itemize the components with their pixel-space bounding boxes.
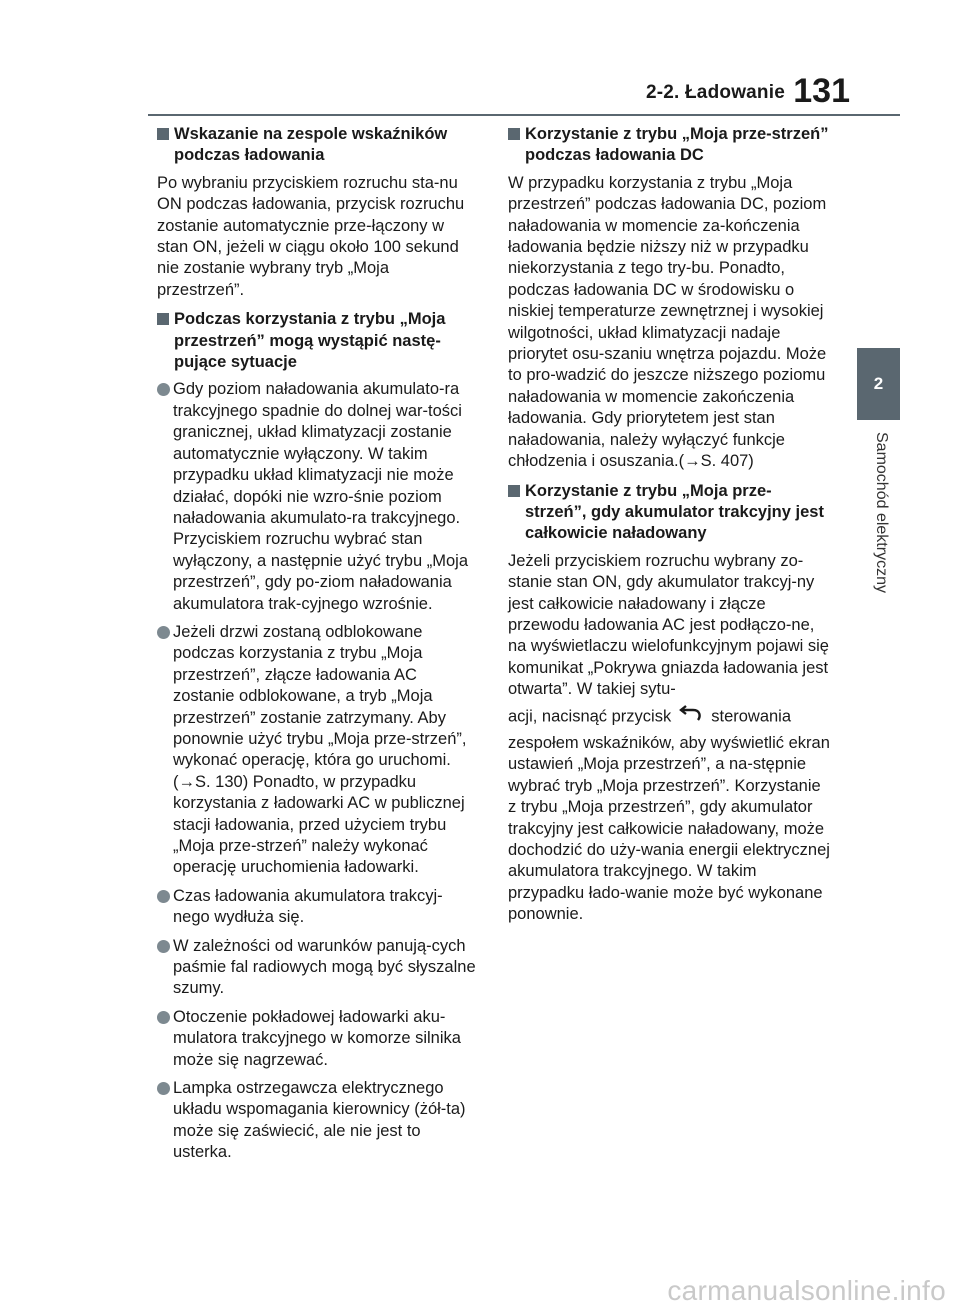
chapter-tab: 2 [857,348,900,420]
list-item: W zależności od warunków panują-cych paśmie fal radiowych mogą być słyszalne szumy. [157,936,479,1000]
square-bullet-icon [157,128,169,140]
left-column [157,124,479,1172]
circle-bullet-icon [157,890,170,903]
right-column [508,124,833,934]
page-header [0,0,960,120]
circle-bullet-icon [157,383,170,396]
square-bullet-icon [508,128,520,140]
section-my-space-situations [157,309,479,1163]
square-bullet-icon [508,485,520,497]
section-fully-charged [508,481,833,926]
section-heading: Podczas korzystania z trybu „Moja przestrzeń” mogą wystąpić nastę-pujące sytuacje [157,309,479,373]
circle-bullet-icon [157,1011,170,1024]
list-item: Czas ładowania akumulatora trakcyj-nego wydłuża się. [157,886,479,929]
paragraph: Po wybraniu przyciskiem rozruchu sta-nu ON podczas ładowania, przycisk rozruchu zostanie automatycznie prze-łączony w stan ON, jeżeli w ciągu około 100 sekund nie zostanie wybrany tryb „Moja przestrzeń”. [157,173,465,299]
list-item: Lampka ostrzegawcza elektrycznego układu wspomagania kierownicy (żół-ta) może się zaświecić, ale nie jest to usterka. [157,1078,479,1164]
circle-bullet-icon [157,626,170,639]
chapter-label-text: Samochód elektryczny [873,432,890,593]
section-cluster-indication [157,124,479,301]
square-bullet-icon [157,313,169,325]
list-item: Otoczenie pokładowej ładowarki aku-mulatora trakcyjnego w komorze silnika może się nagrzewać. [157,1007,479,1071]
section-dc-charging [508,124,833,473]
header-rule [148,114,900,116]
section-heading: Korzystanie z trybu „Moja prze-strzeń”, gdy akumulator trakcyjny jest całkowicie naładowany [508,481,833,545]
section-heading: Korzystanie z trybu „Moja prze-strzeń” podczas ładowania DC [508,124,833,167]
section-title: 2-2. Ładowanie [645,82,785,103]
paragraph: Jeżeli przyciskiem rozruchu wybrany zo-stanie stan ON, gdy akumulator trakcyj-ny jest całkowicie naładowany i złącze przewodu ładowania AC jest podłączo-ne, na wyświetlaczu wielofunkcyjnym pojawi się komunikat „Pokrywa gniazda ładowania jest otwarta”. W takiej sytu- acji, nacisnąć przycisk sterowania zespołem wskaźników, aby wyświetlić ekran ustawień „Moja przestrzeń”, a na-stępnie wybrać tryb „Moja przestrzeń”. Korzystanie z trybu „Moja przestrzeń”, gdy akumulator trakcyjny jest całkowicie naładowany, może dochodzić do uży-wania energii elektrycznej akumulatora trakcyjnego. W takim przypadku łado-wanie może być wykonane ponownie. [508,551,830,924]
chapter-label [868,432,890,642]
paragraph: W przypadku korzystania z trybu „Moja przestrzeń” podczas ładowania DC, poziom naładowania w momencie za-kończenia ładowania będzie niższy niż w przypadku niekorzystania z tego try-bu. Ponadto, podczas ładowania DC w środowisku o niskiej temperaturze zewnętrznej i wysokiej wilgotności, układ klimatyzacji nadaje priorytet osu-szaniu wnętrza pojazdu. Może to pro-wadzić do jeszcze niższego poziomu naładowania w momencie zakończenia ładowania. Gdy priorytetem jest stan naładowania, należy wyłączyć funkcje chłodzenia i osuszania.(→S. 407) [508,173,827,471]
list-item: Jeżeli drzwi zostaną odblokowane podczas korzystania z trybu „Moja przestrzeń”, złącze ładowania AC zostanie odblokowane, a tryb „Moja przestrzeń” zostanie zatrzymany. Aby ponownie użyć trybu „Moja prze-strzeń”, wykonać operację, która go uruchomi. (→S. 130) Ponadto, w przypadku korzystania z ładowarki AC w publicznej stacji ładowania, przed użyciem trybu „Moja prze-strzeń” należy wykonać operację uruchomienia ładowarki. [157,622,479,879]
section-heading: Wskazanie na zespole wskaźników podczas ładowania [157,124,479,167]
back-arrow-icon [677,705,703,729]
circle-bullet-icon [157,940,170,953]
watermark: carmanualsonline.info [667,1275,946,1306]
list-item: Gdy poziom naładowania akumulato-ra trakcyjnego spadnie do dolnej war-tości granicznej, układ klimatyzacji zostanie automatycznie wyłączony. W takim przypadku układ klimatyzacji nie może działać, dopóki nie wzro-śnie poziom naładowania akumulato-ra trakcyjnego. Przyciskiem rozruchu wybrać stan wyłączony, a następnie użyć trybu „Moja przestrzeń”, gdy po-ziom naładowania akumulatora trak-cyjnego wzrośnie. [157,379,479,614]
circle-bullet-icon [157,1082,170,1095]
page-number: 131 [793,72,850,110]
